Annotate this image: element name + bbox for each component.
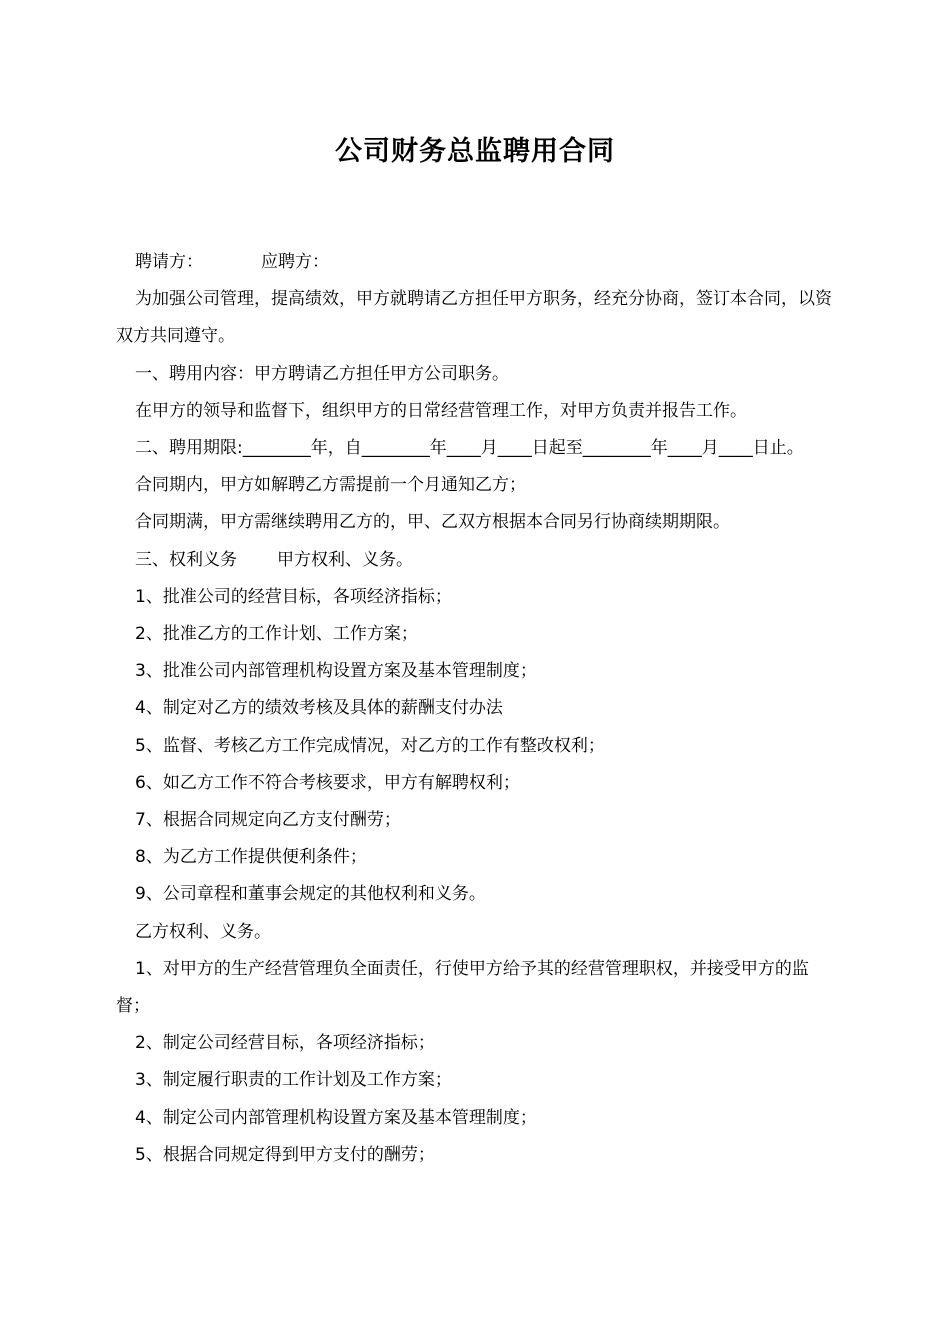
party-b-item: 1、对甲方的生产经营管理负全面责任，行使甲方给予其的经营管理职权，并接受甲方的监督； xyxy=(116,958,809,1017)
parties-line xyxy=(116,244,838,281)
party-b-item: 4、制定公司内部管理机构设置方案及基本管理制度； xyxy=(135,1107,537,1128)
party-a-heading: 甲方权利、义务。 xyxy=(277,549,413,570)
intro-paragraph: 为加强公司管理，提高绩效，甲方就聘请乙方担任甲方职务，经充分协商，签订本合同，以资双方共同遵守。 xyxy=(116,289,832,347)
party-b-heading: 乙方权利、义务。 xyxy=(135,921,271,942)
party-a-item: 2、批准乙方的工作计划、工作方案； xyxy=(135,624,418,645)
employee-label: 应聘方： xyxy=(261,252,329,272)
party-b-item: 5、根据合同规定得到甲方支付的酬劳； xyxy=(135,1144,435,1165)
party-b-item: 2、制定公司经营目标，各项经济指标； xyxy=(135,1033,435,1054)
party-a-item: 7、根据合同规定向乙方支付酬劳； xyxy=(135,810,401,831)
party-b-item: 3、制定履行职责的工作计划及工作方案； xyxy=(135,1070,452,1091)
section1-title: 一、聘用内容：甲方聘请乙方担任甲方公司职务。 xyxy=(135,363,509,384)
section2-title: 二、聘用期限:________年，自________年____月____日起至________年____月____日止。 xyxy=(135,438,804,459)
party-a-item: 4、制定对乙方的绩效考核及具体的薪酬支付办法 xyxy=(135,698,503,719)
employer-label: 聘请方： xyxy=(135,252,203,272)
party-a-item: 1、批准公司的经营目标，各项经济指标； xyxy=(135,586,452,607)
section3-title: 三、权利义务 xyxy=(135,549,237,570)
party-a-item: 8、为乙方工作提供便利条件； xyxy=(135,847,367,868)
party-a-item: 9、公司章程和董事会规定的其他权利和义务。 xyxy=(135,884,486,905)
document-title: 公司财务总监聘用合同 xyxy=(335,136,615,167)
section2-paragraph-2: 合同期满，甲方需继续聘用乙方的，甲、乙双方根据本合同另行协商续期期限。 xyxy=(135,512,730,533)
party-a-item: 6、如乙方工作不符合考核要求，甲方有解聘权利； xyxy=(135,772,520,793)
party-a-item: 5、监督、考核乙方工作完成情况，对乙方的工作有整改权利； xyxy=(135,735,605,756)
section1-body: 在甲方的领导和监督下，组织甲方的日常经营管理工作，对甲方负责并报告工作。 xyxy=(135,400,747,421)
section2-paragraph-1: 合同期内，甲方如解聘乙方需提前一个月通知乙方； xyxy=(135,475,526,496)
section3-line xyxy=(116,542,838,579)
document-body xyxy=(116,244,838,1174)
party-a-item: 3、批准公司内部管理机构设置方案及基本管理制度； xyxy=(135,661,537,682)
